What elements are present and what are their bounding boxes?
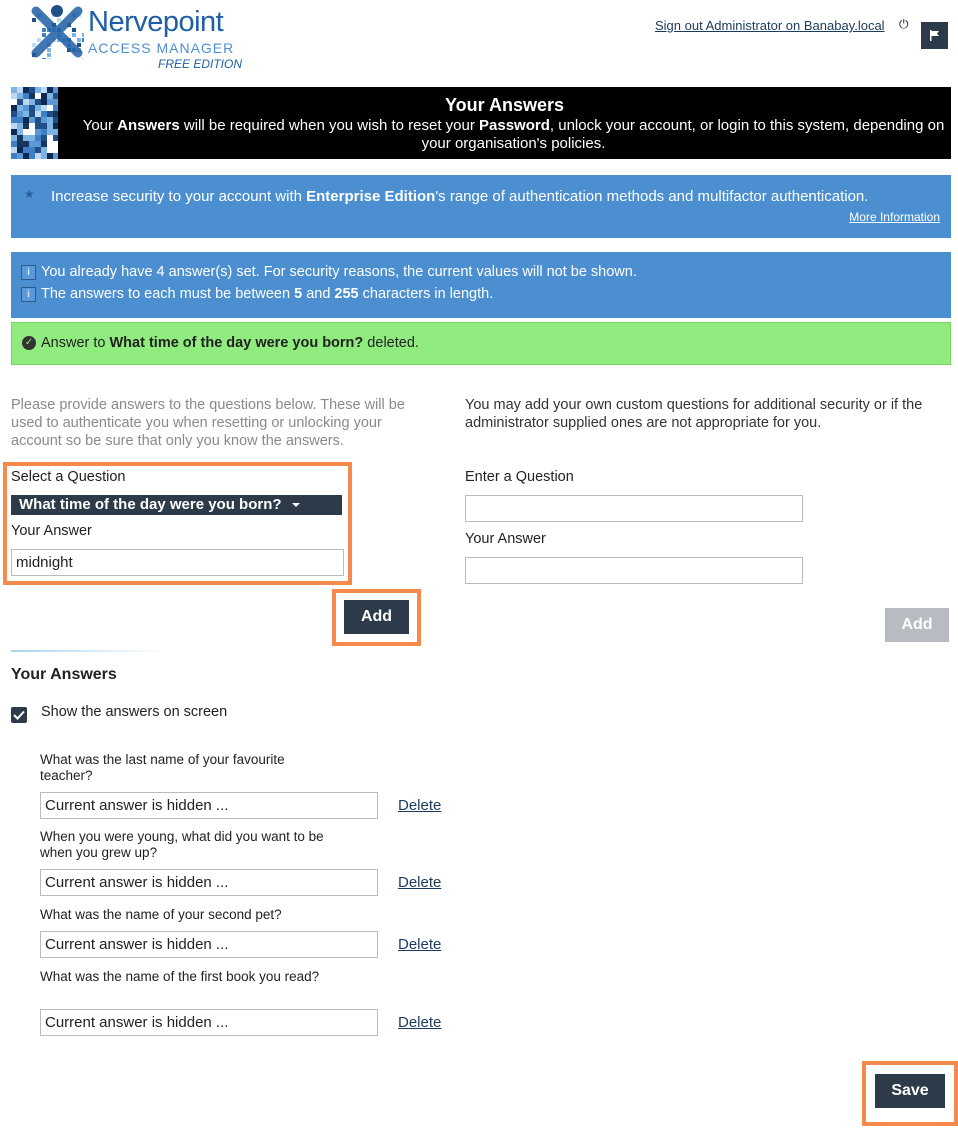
show-answers-label: Show the answers on screen [41,704,228,720]
page-banner [58,87,951,159]
info-panel [11,252,951,318]
delete-answer-link[interactable]: Delete [398,1014,442,1031]
add-answer-button[interactable]: Add [344,600,409,634]
logo-name: Nervepoint [88,6,224,38]
answer-field[interactable]: Current answer is hidden ... [40,869,378,896]
custom-question-intro: You may add your own custom questions for additional security or if the administrator supplied ones are not appropriate for you. [465,397,923,431]
logo-edition: FREE EDITION [158,57,243,71]
save-button[interactable]: Save [875,1074,945,1108]
add-custom-question-button[interactable]: Add [885,608,949,642]
check-circle-icon: ✓ [22,336,36,350]
divider [11,650,166,652]
custom-question-label: Enter a Question [465,469,574,485]
answer-question: When you were young, what did you want to be when you grew up? [40,829,324,860]
more-information-link[interactable]: More Information [849,210,940,224]
answer-question: What was the name of the first book you read? [40,969,320,984]
logo-icon [30,5,84,59]
caret-down-icon [292,503,300,507]
info-icon: i [21,265,36,280]
banner-mosaic-image [11,87,58,159]
info-line-answers-set: i You already have 4 answer(s) set. For security reasons, the current values will not be shown. [21,264,637,280]
banner-description: Your Answers will be required when you wish to reset your Password, unlock your account, or login to this system, depending on your organisation's policies. [82,117,945,152]
select-question-label: Select a Question [11,469,126,485]
star-icon: ★ [24,187,35,201]
promo-text: Increase security to your account with Enterprise Edition's range of authentication methods and multifactor authentication. [51,188,869,205]
answer-field[interactable]: Current answer is hidden ... [40,1009,378,1036]
signout-link[interactable]: Sign out Administrator on Banabay.local [655,18,885,33]
answer-field[interactable]: Current answer is hidden ... [40,931,378,958]
answer-label: Your Answer [11,523,92,539]
answers-heading: Your Answers [11,666,117,683]
info-icon: i [21,287,36,302]
answer-field[interactable]: Current answer is hidden ... [40,792,378,819]
show-answers-checkbox[interactable] [11,707,27,723]
custom-answer-label: Your Answer [465,531,546,547]
logo-subtitle: ACCESS MANAGER [88,40,235,56]
enterprise-promo [11,175,951,238]
success-message: ✓ Answer to What time of the day were you born? deleted. [11,322,951,365]
flag-button[interactable] [921,22,948,49]
delete-answer-link[interactable]: Delete [398,874,442,891]
answer-input[interactable] [11,549,344,576]
delete-answer-link[interactable]: Delete [398,936,442,953]
checkmark-icon [13,710,25,720]
custom-answer-input[interactable] [465,557,803,584]
info-line-length: i The answers to each must be between 5 and 255 characters in length. [21,286,493,302]
answer-question: What was the name of your second pet? [40,907,282,922]
flag-icon [929,30,940,41]
question-select[interactable]: What time of the day were you born? [11,495,342,515]
custom-question-input[interactable] [465,495,803,522]
power-icon[interactable]: ⏻ [899,17,909,31]
delete-answer-link[interactable]: Delete [398,797,442,814]
page-title: Your Answers [444,95,565,115]
answer-instructions: Please provide answers to the questions below. These will be used to authenticate you when resetting or unlocking your account so be sure that only you know the answers. [11,397,405,449]
answer-question: What was the last name of your favourite teacher? [40,752,285,783]
